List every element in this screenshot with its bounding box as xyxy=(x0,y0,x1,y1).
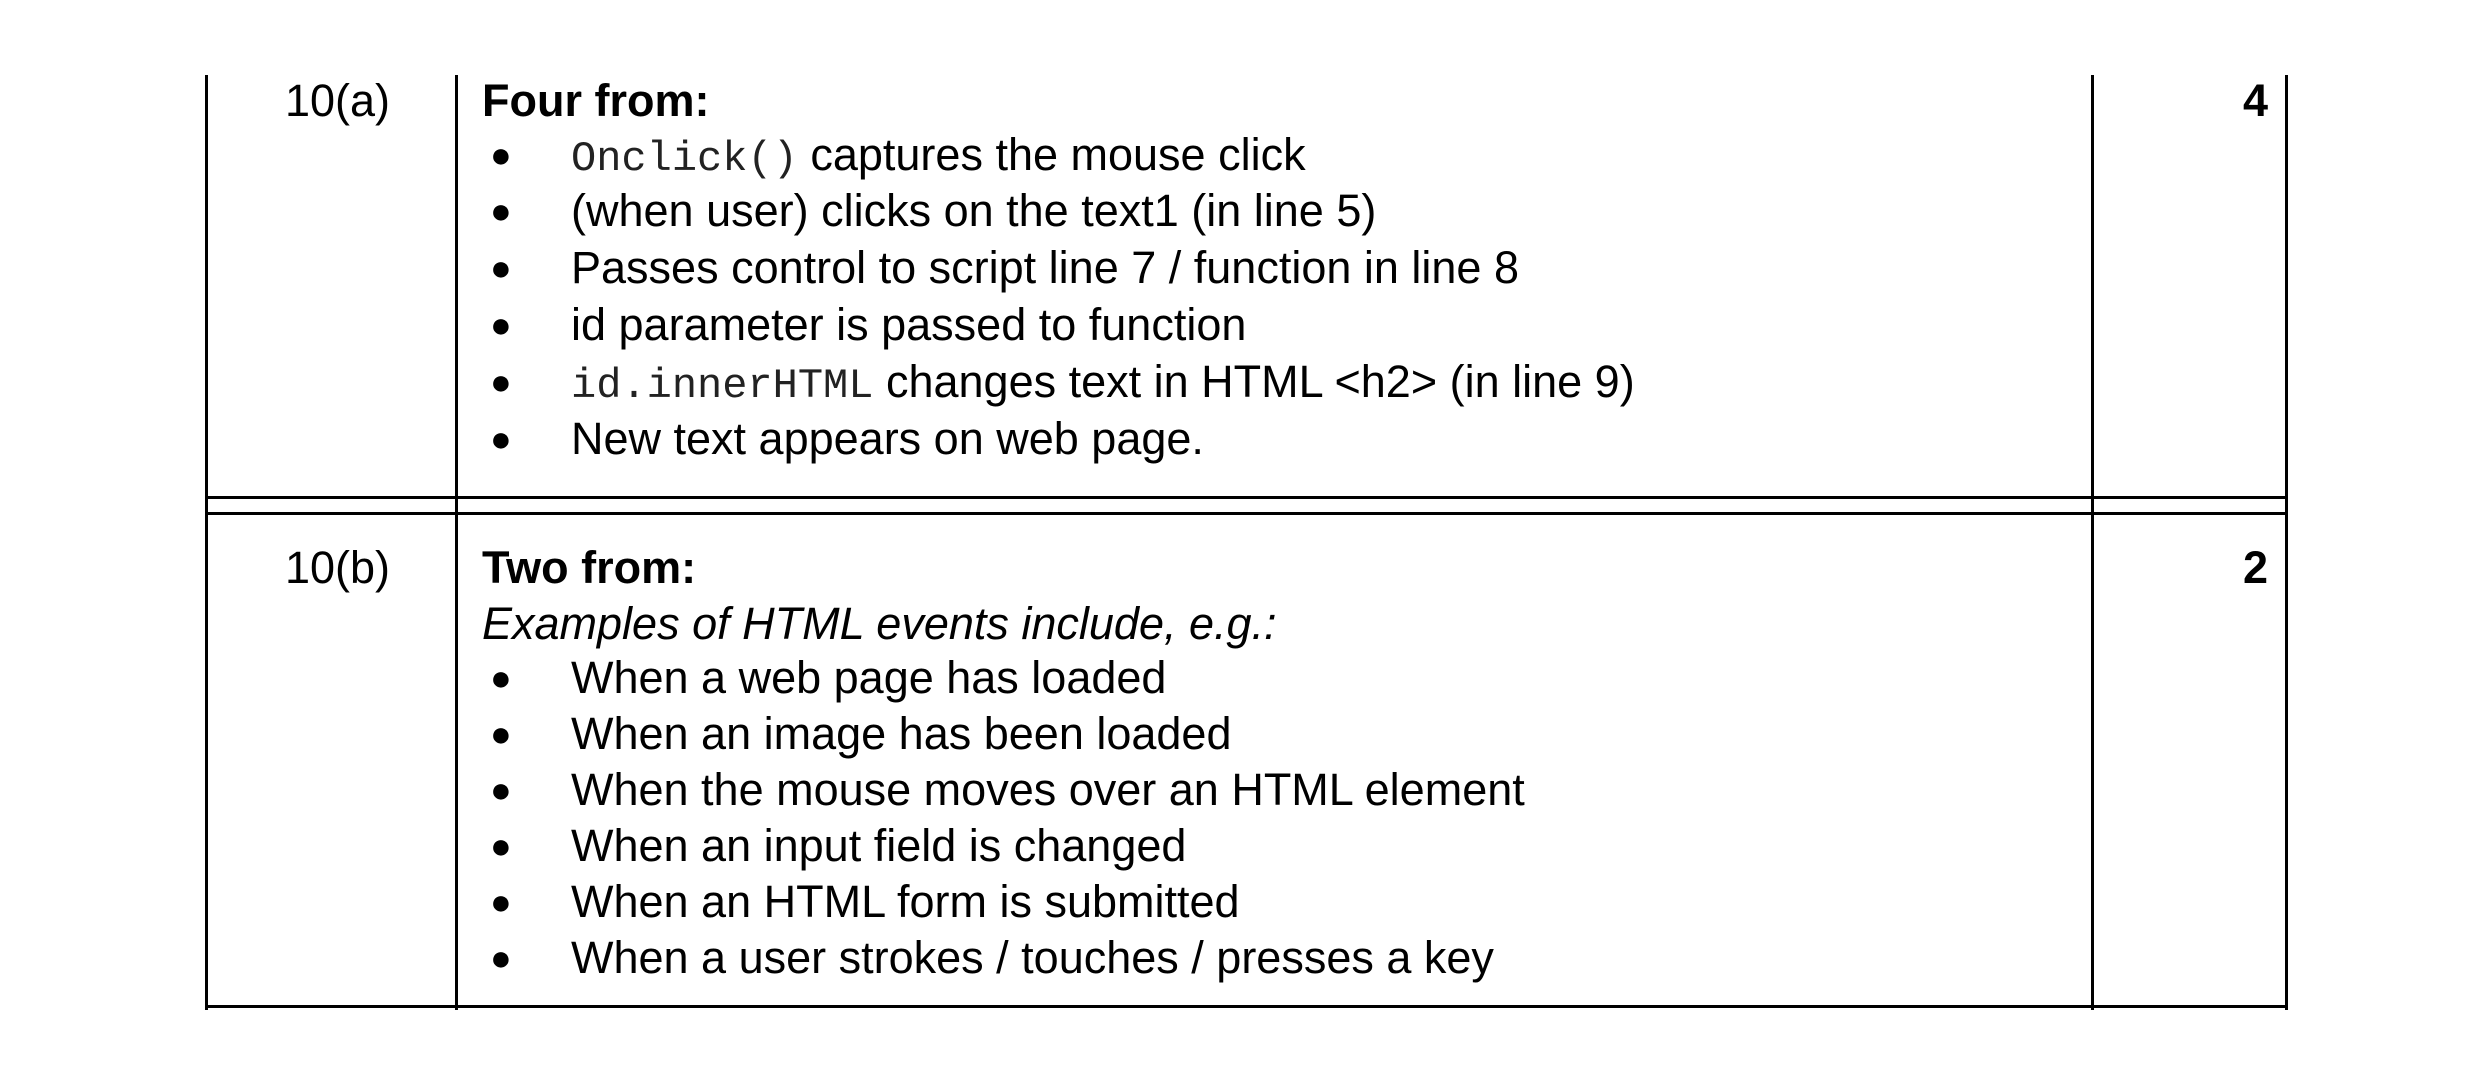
table-bottom-border xyxy=(205,1005,2288,1008)
answer-heading: Four from: xyxy=(482,75,710,126)
answer-heading: Two from: xyxy=(482,542,697,593)
list-item xyxy=(482,819,2082,875)
list-item xyxy=(482,184,2082,241)
list-item-text: When an input field is changed xyxy=(571,820,1187,871)
marks-10b: 2 xyxy=(2242,542,2268,593)
list-item xyxy=(482,128,2082,184)
list-item xyxy=(482,298,2082,355)
list-item-text: New text appears on web page. xyxy=(571,413,1204,464)
list-item-text: changes text in HTML <h2> (in line 9) xyxy=(873,356,1635,407)
row-separator-bottom xyxy=(205,512,2288,515)
list-item xyxy=(482,412,2082,469)
marks-10a: 4 xyxy=(2242,75,2268,126)
code-snippet: Onclick() xyxy=(571,135,798,183)
list-item-text: (when user) clicks on the text1 (in line 5) xyxy=(571,185,1377,236)
list-item xyxy=(482,875,2082,931)
column-divider-question xyxy=(455,75,458,1010)
bullet-icon: ● xyxy=(490,418,512,459)
list-item-text: When the mouse moves over an HTML element xyxy=(571,764,1525,815)
bullet-icon: ● xyxy=(490,769,512,810)
bullet-icon: ● xyxy=(490,134,512,175)
list-item xyxy=(482,763,2082,819)
list-item-text: Passes control to script line 7 / function in line 8 xyxy=(571,242,1519,293)
list-item xyxy=(482,651,2082,707)
list-item-text: When an image has been loaded xyxy=(571,708,1232,759)
bullet-icon: ● xyxy=(490,713,512,754)
list-item-text: When a user strokes / touches / presses a key xyxy=(571,932,1494,983)
row-separator-top xyxy=(205,496,2288,499)
bullet-icon: ● xyxy=(490,361,512,402)
column-divider-marks xyxy=(2091,75,2094,1010)
list-item xyxy=(482,241,2082,298)
bullet-icon: ● xyxy=(490,657,512,698)
bullet-icon: ● xyxy=(490,937,512,978)
list-item-text: When an HTML form is submitted xyxy=(571,876,1240,927)
bullet-icon: ● xyxy=(490,190,512,231)
bullet-icon: ● xyxy=(490,825,512,866)
list-item xyxy=(482,707,2082,763)
list-item-text: When a web page has loaded xyxy=(571,652,1167,703)
bullet-icon: ● xyxy=(490,304,512,345)
answer-note: Examples of HTML events include, e.g.: xyxy=(482,598,1277,649)
answer-cell-10a xyxy=(482,74,2082,469)
bullet-icon: ● xyxy=(490,881,512,922)
answer-cell-10b xyxy=(482,541,2082,987)
list-item xyxy=(482,355,2082,412)
list-item-text: captures the mouse click xyxy=(797,129,1306,180)
question-number-10b: 10(b) xyxy=(284,542,390,593)
bullet-icon: ● xyxy=(490,247,512,288)
list-item xyxy=(482,931,2082,987)
code-snippet: id.innerHTML xyxy=(571,362,874,410)
question-number-10a: 10(a) xyxy=(284,75,390,126)
table-right-border xyxy=(2285,75,2288,1010)
list-item-text: id parameter is passed to function xyxy=(571,299,1247,350)
